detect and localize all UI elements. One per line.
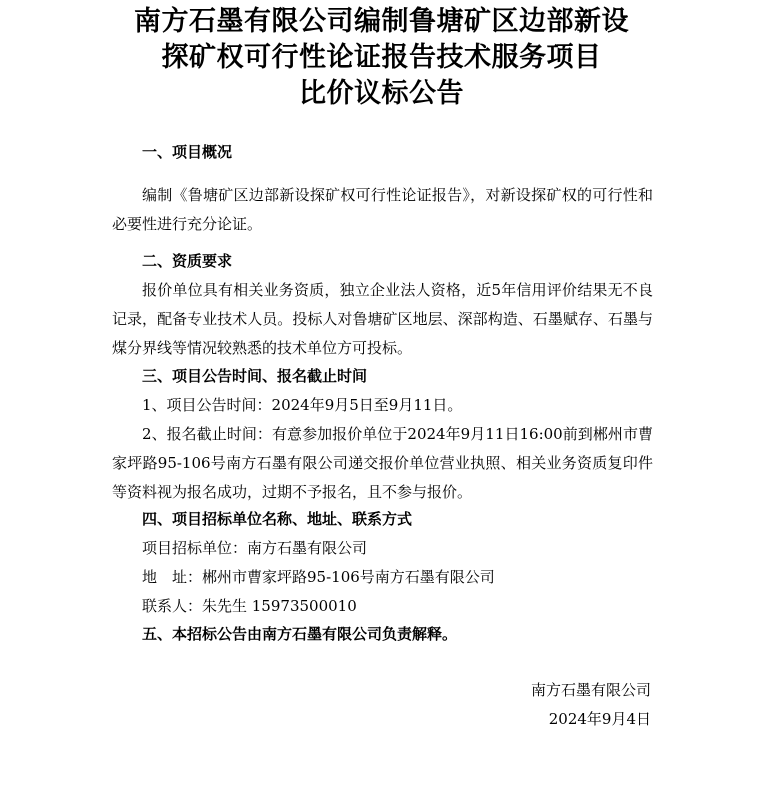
schedule-item-1: 1、项目公告时间：2024年9月5日至9月11日。	[142, 396, 463, 414]
section-paragraph: 报价单位具有相关业务资质，独立企业法人资格，近5年信用评价结果无不良记录，配备专业技术人员。投标人对鲁塘矿区地层、深部构造、石墨赋存、石墨与煤分界线等情况较熟悉的技术单位方可投标。	[112, 281, 653, 357]
section-heading: 二、资质要求	[142, 252, 233, 270]
title-line-1: 南方石墨有限公司编制鲁塘矿区边部新设	[134, 6, 629, 37]
section-contact	[112, 505, 653, 621]
section-project-overview-body	[112, 181, 653, 239]
contact-address: 地 址：郴州市曹家坪路95-106号南方石墨有限公司	[142, 568, 495, 586]
section-heading: 五、本招标公告由南方石墨有限公司负责解释。	[142, 625, 458, 643]
section-interpretation	[112, 620, 653, 649]
schedule-item-2: 2、报名截止时间：有意参加报价单位于2024年9月11日16:00前到郴州市曹家坪路95-106号南方石墨有限公司递交报价单位营业执照、相关业务资质复印件等资料视为报名成功，过期不予报名，且不参与报价。	[112, 425, 653, 501]
signature-company: 南方石墨有限公司	[530, 681, 651, 699]
section-qualification	[112, 247, 653, 363]
contact-person: 联系人：朱先生 15973500010	[142, 597, 357, 615]
contact-unit: 项目招标单位：南方石墨有限公司	[142, 539, 368, 557]
document-title	[0, 4, 763, 112]
section-heading: 三、项目公告时间、报名截止时间	[142, 367, 368, 385]
signature-date: 2024年9月4日	[548, 710, 651, 728]
section-schedule	[112, 362, 653, 507]
section-paragraph: 编制《鲁塘矿区边部新设探矿权可行性论证报告》，对新设探矿权的可行性和必要性进行充分论证。	[112, 186, 653, 233]
title-line-3: 比价议标公告	[299, 78, 464, 109]
title-line-2: 探矿权可行性论证报告技术服务项目	[161, 42, 602, 73]
section-heading: 四、项目招标单位名称、地址、联系方式	[142, 510, 413, 528]
section-heading: 一、项目概况	[142, 143, 233, 161]
section-project-overview	[112, 138, 653, 167]
